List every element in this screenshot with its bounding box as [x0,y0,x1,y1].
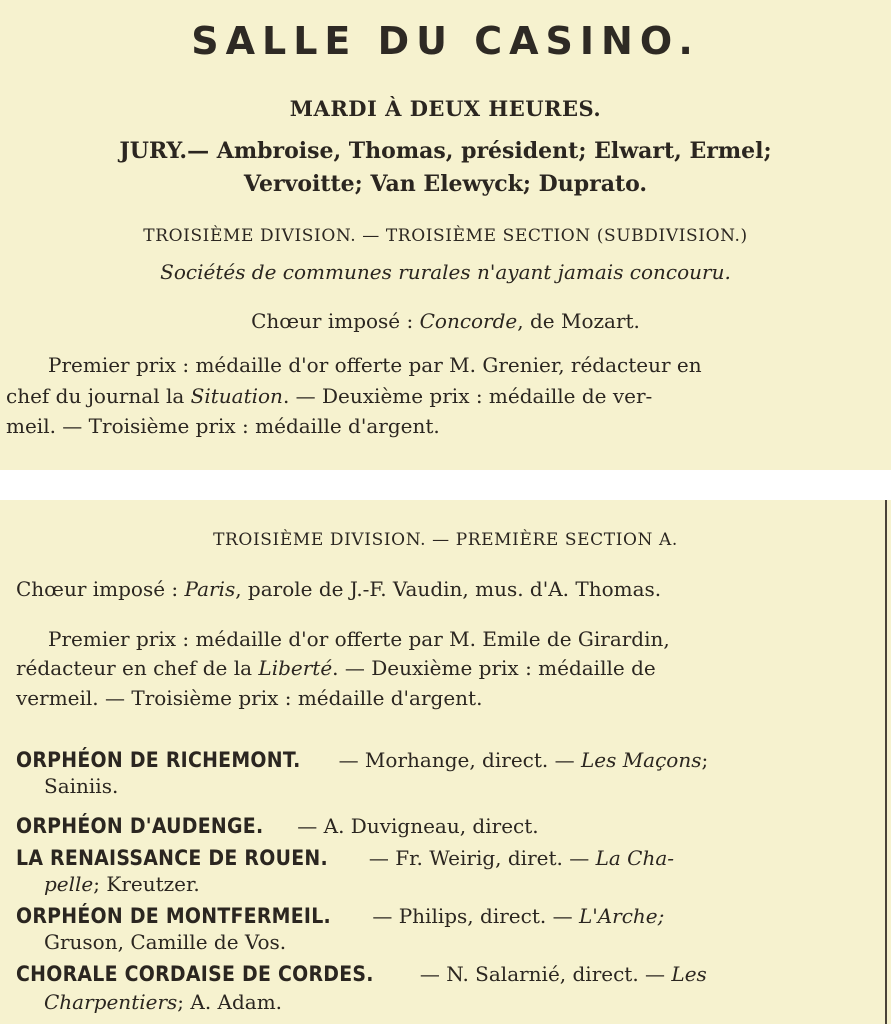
list-item-continuation: Gruson, Camille de Vos. [44,930,287,954]
imposed-chorus-composer: , de Mozart. [517,309,640,333]
prize-line-3: vermeil. — Troisième prix : médaille d'argent. [16,686,483,710]
society-composer: ; Kreutzer. [93,872,200,896]
division-heading: TROISIÈME DIVISION. — PREMIÈRE SECTION A. [213,530,678,550]
prize-line-2 [6,386,652,406]
jury-line-2: Vervoitte; Van Elewyck; Duprato. [243,171,648,197]
society-director: — Fr. Weirig, diret. — [362,846,596,870]
imposed-chorus-label: Chœur imposé : [251,309,420,333]
society-work-tail: ; [701,748,709,772]
society-director: — A. Duvigneau, direct. [290,814,539,838]
list-item [16,816,539,837]
list-item [16,750,708,771]
column-rule [885,500,887,1024]
society-work: Les Maçons [580,748,702,772]
society-name: CHORALE CORDAISE DE CORDES. [16,962,374,986]
society-work: Les [671,962,707,986]
newspaper-name: Liberté [258,656,333,680]
list-item-continuation [44,992,282,1012]
society-work-continued: Charpentiers [44,990,178,1014]
prize-line-2 [16,658,656,678]
society-director: — Morhange, direct. — [332,748,581,772]
society-work: L'Arche; [578,904,665,928]
imposed-chorus-rest: , parole de J.-F. Vaudin, mus. d'A. Thomas. [235,577,662,601]
imposed-chorus-work: Concorde [419,309,518,333]
prize-line-2-tail: . — Deuxième prix : médaille de ver- [282,384,653,408]
prize-line-1: Premier prix : médaille d'or offerte par M. Grenier, rédacteur en [48,353,702,377]
session-time: MARDI À DEUX HEURES. [289,96,602,121]
list-item-continuation: Sainiis. [44,774,119,798]
prize-line-2-text: rédacteur en chef de la [16,656,259,680]
prize-line-2-text: chef du journal la [6,384,191,408]
society-work-continued: pelle [44,872,94,896]
imposed-chorus [16,579,661,599]
society-name: ORPHÉON DE MONTFERMEIL. [16,904,331,928]
jury-line-1: JURY.— Ambroise, Thomas, président; Elwart, Ermel; [119,138,772,164]
society-director: — N. Salarnié, direct. — [413,962,672,986]
list-item [16,906,664,927]
clipping-third-division [0,500,891,1024]
prize-line-2-tail: . — Deuxième prix : médaille de [332,656,656,680]
prize-line-1: Premier prix : médaille d'or offerte par M. Emile de Girardin, [48,627,670,651]
society-name: LA RENAISSANCE DE ROUEN. [16,846,328,870]
newspaper-name: Situation [190,384,283,408]
society-name: ORPHÉON DE RICHEMONT. [16,748,301,772]
list-item [16,848,674,869]
society-name: ORPHÉON D'AUDENGE. [16,814,264,838]
imposed-chorus [0,311,891,331]
society-director: — Philips, direct. — [366,904,579,928]
society-composer: ; A. Adam. [177,990,283,1014]
list-item-continuation [44,874,200,894]
societies-note: Sociétés de communes rurales n'ayant jamais concouru. [160,260,731,284]
division-heading: TROISIÈME DIVISION. — TROISIÈME SECTION (SUBDIVISION.) [143,226,748,246]
imposed-chorus-work: Paris [184,577,236,601]
clipping-casino [0,0,891,470]
society-work: La Cha- [595,846,675,870]
list-item [16,964,707,985]
page-title: SALLE DU CASINO. [191,19,700,63]
prize-line-3: meil. — Troisième prix : médaille d'argent. [6,414,440,438]
imposed-chorus-label: Chœur imposé : [16,577,185,601]
